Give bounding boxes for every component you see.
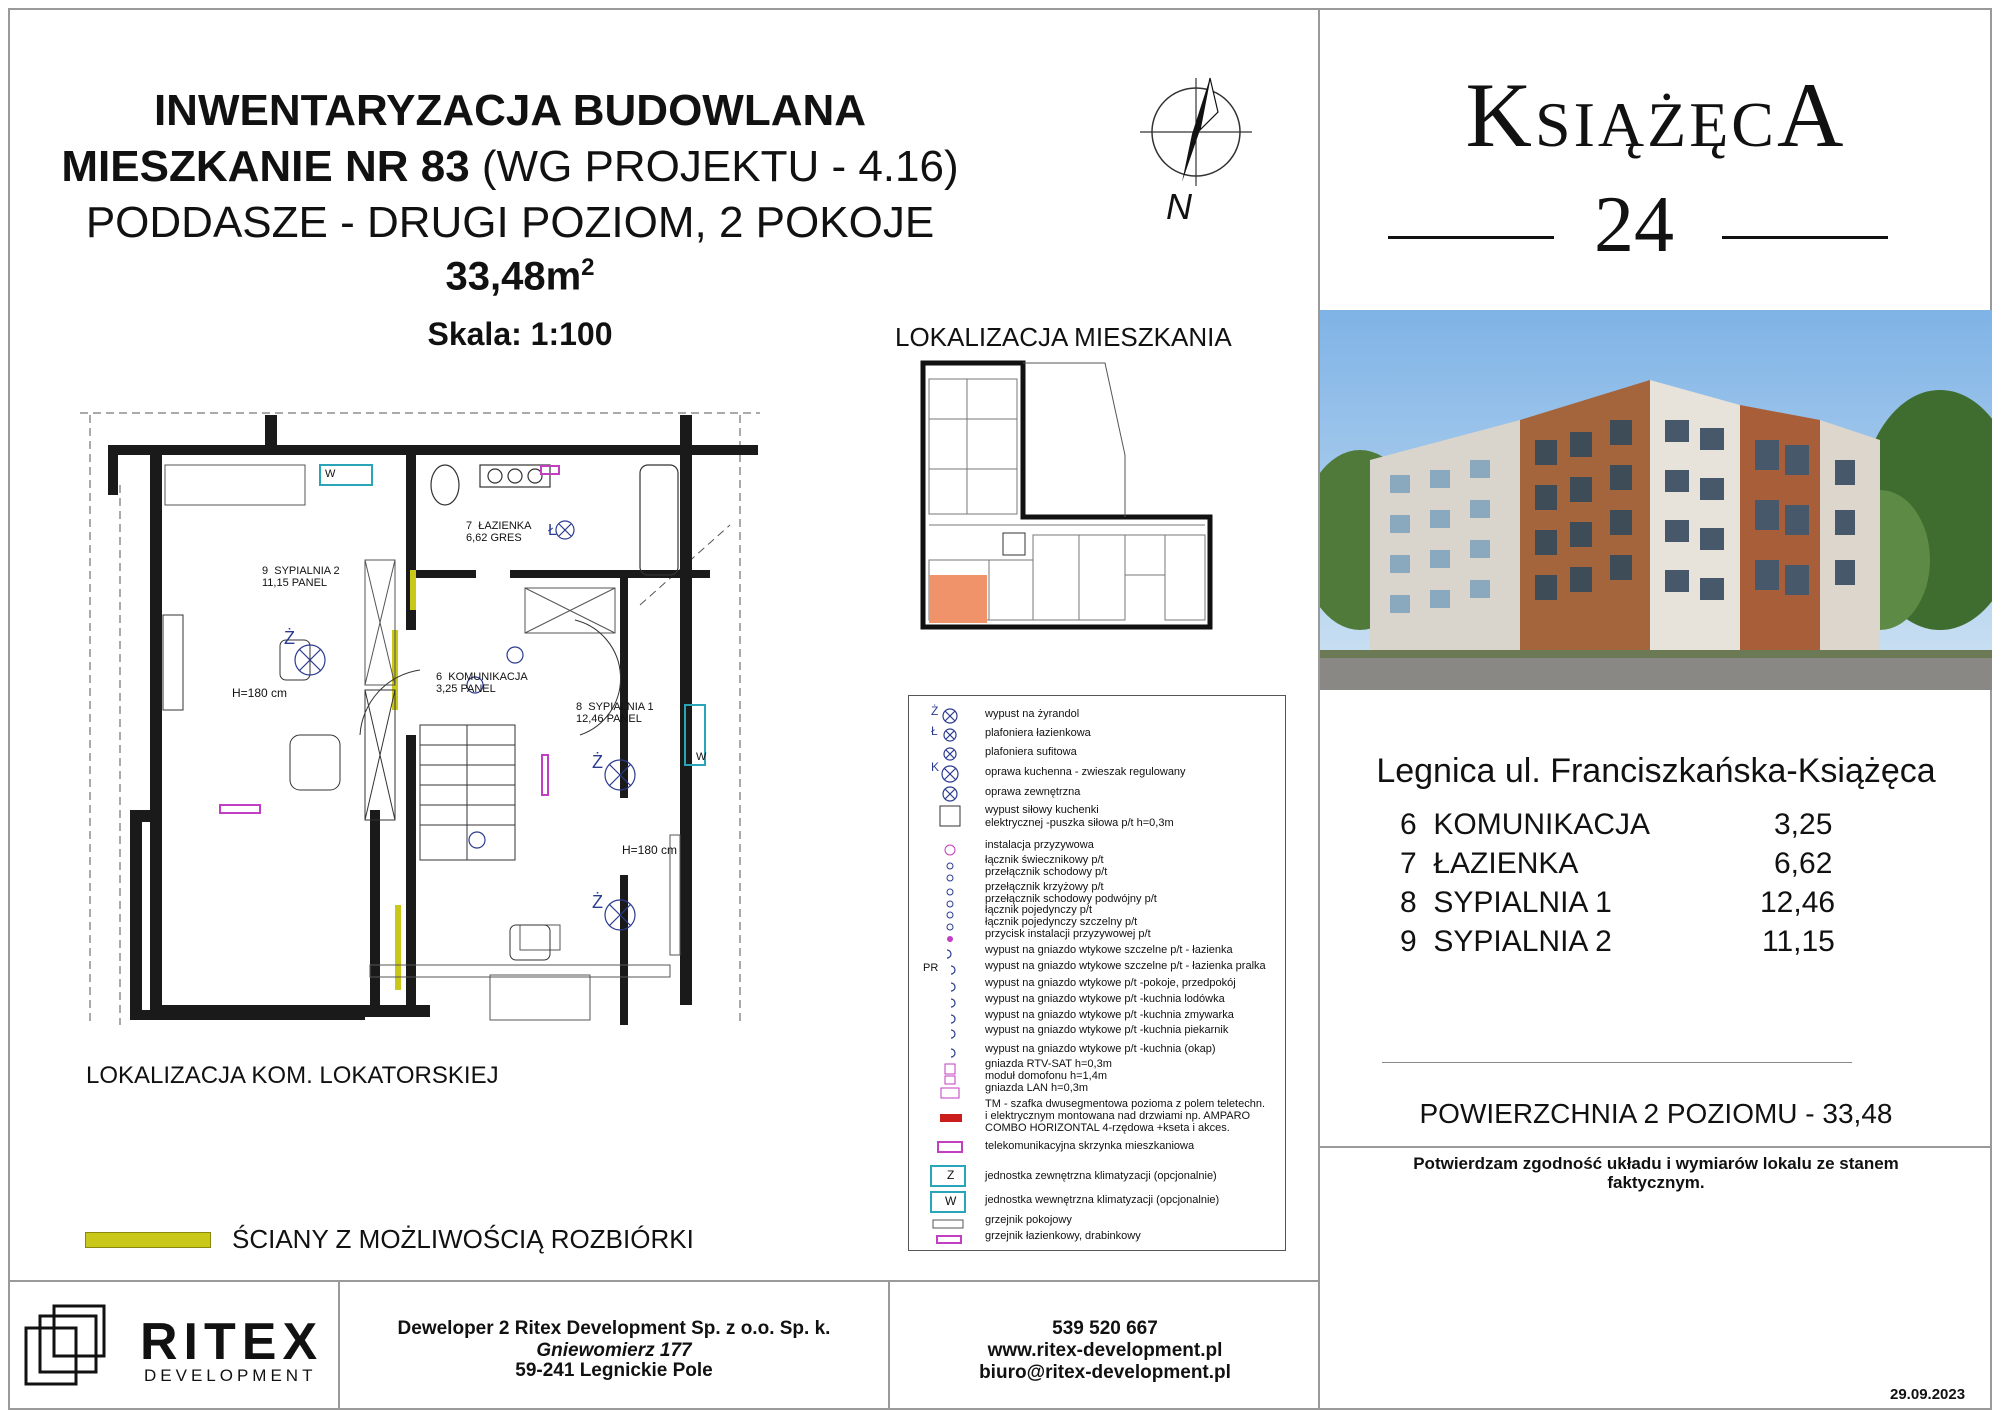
legend-item: wypust na gniazdo wtykowe p/t -pokoje, przedpokój [985,977,1236,989]
legend-sym-z: Ż [931,704,939,718]
developer-line-2: Gniewomierz 177 [536,1340,692,1361]
room-6-area: 3,25 [436,683,458,695]
scale-label: Skala: 1:100 [427,316,613,352]
room-6-name: KOMUNIKACJA [448,671,528,683]
legend-box [908,695,1286,1251]
height-right: H=180 cm [622,843,678,857]
ac-in-symbol: W [325,468,336,480]
room-8-area: 12,46 [576,713,604,725]
room-9-area: 11,15 [262,577,289,589]
compass-north-label: N [1166,186,1192,227]
table-area: 12,46 [1760,886,1836,919]
table-room-no: 9 [1400,925,1417,958]
table-room-name: SYPIALNIA 2 [1433,925,1612,958]
ac-in-symbol-2: W [696,751,707,763]
table-room-name: KOMUNIKACJA [1433,808,1651,841]
contact-phone[interactable]: 539 520 667 [1052,1318,1158,1339]
building-render [1320,310,1992,690]
room-7-name: ŁAZIENKA [478,520,532,532]
brand-name: KsiążęcA [1465,64,1847,166]
brand-line-left [1388,236,1554,239]
contact-www[interactable]: www.ritex-development.pl [987,1340,1223,1361]
legend-item: TM - szafka dwusegmentowa pozioma z polem teletechn. [985,1098,1266,1110]
legend-symbols [923,702,969,1248]
legend-item: wypust na gniazdo wtykowe p/t -kuchnia lodówka [985,993,1225,1005]
legend-item: moduł domofonu h=1,4m [985,1070,1107,1082]
table-area: 3,25 [1774,808,1833,841]
legend-item: instalacja przyzywowa [985,839,1094,851]
legend-item: jednostka zewnętrzna klimatyzacji (opcjonalnie) [985,1170,1217,1182]
legend-item: i elektrycznym montowana nad drzwiami np. AMPARO [985,1110,1251,1122]
floor-plan [80,405,780,1065]
table-row [1400,886,1612,920]
legend-sym-l: Ł [931,724,938,738]
table-room-name: SYPIALNIA 1 [1433,886,1612,919]
location-title: LOKALIZACJA MIESZKANIA [895,322,1232,352]
room-7-no: 7 [466,520,473,532]
demolition-swatch [85,1232,211,1248]
table-row [1400,925,1612,959]
legend-item: gniazda RTV-SAT h=0,3m [985,1058,1112,1070]
bath-light-symbol: Ł [548,522,557,539]
table-area: 11,15 [1762,925,1835,958]
brand-number: 24 [1594,181,1674,269]
total-area-value: 33,48m [445,254,582,299]
legend-sym-ac-out: Z [947,1168,955,1182]
brand-line-right [1722,236,1888,239]
footer-divider [8,1280,1320,1282]
floor-total: POWIERZCHNIA 2 POZIOMU - 33,48 [1419,1098,1893,1129]
confirm-divider [1320,1146,1992,1148]
chandelier-symbol-1: Ż [284,628,295,648]
confirm-line-2: faktycznym. [1607,1173,1705,1192]
room-7-finish: GRES [490,532,522,544]
legend-item: łącznik świecznikowy p/t [985,854,1104,866]
room-7-label [466,520,531,544]
room-9-no: 9 [262,565,269,577]
legend-item: telekomunikacyjna skrzynka mieszkaniowa [985,1140,1195,1152]
legend-item: plafoniera łazienkowa [985,727,1091,739]
legend-item: jednostka wewnętrzna klimatyzacji (opcjonalnie) [985,1194,1220,1206]
table-room-name: ŁAZIENKA [1433,847,1579,880]
legend-item: łącznik pojedynczy szczelny p/t [985,916,1138,928]
legend-item: wypust na gniazdo wtykowe p/t -kuchnia (okap) [985,1043,1216,1055]
room-6-no: 6 [436,671,443,683]
document-date: 29.09.2023 [1890,1386,1966,1403]
legend-item: oprawa zewnętrzna [985,786,1081,798]
legend-item: wypust na gniazdo wtykowe p/t -kuchnia zmywarka [985,1009,1234,1021]
legend-item: COMBO HORIZONTAL 4-rzędowa +kseta i akces. [985,1122,1230,1134]
location-map [915,355,1215,635]
apartment-number [40,142,980,192]
legend-item: plafoniera sufitowa [985,746,1077,758]
logo-sub: DEVELOPMENT [144,1366,317,1385]
legend-item: grzejnik pokojowy [985,1214,1072,1226]
legend-item: przełącznik schodowy p/t [985,866,1108,878]
chandelier-symbol-2: Ż [592,752,603,772]
apartment-number-bold: MIESZKANIE NR 83 [61,142,470,191]
legend-item: przełącznik krzyżowy p/t [985,881,1104,893]
table-room-no: 7 [1400,847,1417,880]
legend-sym-ac-in: W [945,1194,957,1208]
room-8-no: 8 [576,701,583,713]
left-right-divider [1318,8,1320,1410]
logo-name: RITEX [140,1313,324,1371]
room-6-label [436,671,528,695]
location-highlight [929,575,987,623]
floor-info: PODDASZE - DRUGI POZIOM, 2 POKOJE [85,198,935,247]
room-9-finish: PANEL [291,577,328,589]
address: Legnica ul. Franciszkańska-Książęca [1376,752,1936,790]
table-area: 6,62 [1774,847,1833,880]
legend-item: wypust na gniazdo wtykowe p/t -kuchnia piekarnik [985,1024,1229,1036]
demolition-legend: ŚCIANY Z MOŻLIWOŚCIĄ ROZBIÓRKI [232,1224,694,1254]
legend-item: przycisk instalacji przyzywowej p/t [985,928,1151,940]
room-6-finish: PANEL [460,683,496,695]
compass-icon [1130,72,1270,232]
legend-sym-pr: PR [923,962,939,974]
legend-item: wypust na żyrandol [985,708,1080,720]
legend-item: przełącznik schodowy podwójny p/t [985,893,1157,905]
room-9-label [262,565,340,589]
table-row [1400,847,1578,881]
chandelier-symbol-3: Ż [592,892,603,912]
legend-item: wypust siłowy kuchenki [985,804,1099,816]
room-8-finish: PANEL [606,713,642,725]
room-8-label [576,701,654,725]
table-room-no: 8 [1400,886,1417,919]
legend-item: wypust na gniazdo wtykowe szczelne p/t - łazienka pralka [985,960,1266,972]
legend-item: łącznik pojedynczy p/t [985,904,1092,916]
ritex-logo-icon [18,1300,118,1400]
total-area-sup: 2 [581,254,595,281]
total-area [390,254,650,299]
apartment-project: (WG PROJEKTU - 4.16) [469,142,959,191]
legend-item: wypust na gniazdo wtykowe szczelne p/t - łazienka [985,944,1233,956]
contact-email[interactable]: biuro@ritex-development.pl [979,1362,1231,1383]
room-7-area: 6,62 [466,532,488,544]
doc-title: INWENTARYZACJA BUDOWLANA [153,86,867,135]
legend-sym-k: K [931,760,940,774]
height-left: H=180 cm [232,686,288,700]
table-row [1400,808,1650,842]
legend-item: elektrycznej -puszka siłowa p/t h=0,3m [985,817,1174,829]
legend-item: oprawa kuchenna - zwieszak regulowany [985,766,1186,778]
confirm-line-1: Potwierdzam zgodność układu i wymiarów lokalu ze stanem [1413,1154,1899,1173]
developer-line-1: Deweloper 2 Ritex Development Sp. z o.o. Sp. k. [397,1318,831,1339]
legend-item: grzejnik łazienkowy, drabinkowy [985,1230,1141,1242]
room-9-name: SYPIALNIA 2 [274,565,340,577]
legend-item: gniazda LAN h=0,3m [985,1082,1089,1094]
table-divider [1382,1062,1852,1063]
table-room-no: 6 [1400,808,1417,841]
developer-line-3: 59-241 Legnickie Pole [515,1360,713,1381]
storage-location-label: LOKALIZACJA KOM. LOKATORSKIEJ [86,1062,499,1089]
room-8-name: SYPIALNIA 1 [588,701,654,713]
